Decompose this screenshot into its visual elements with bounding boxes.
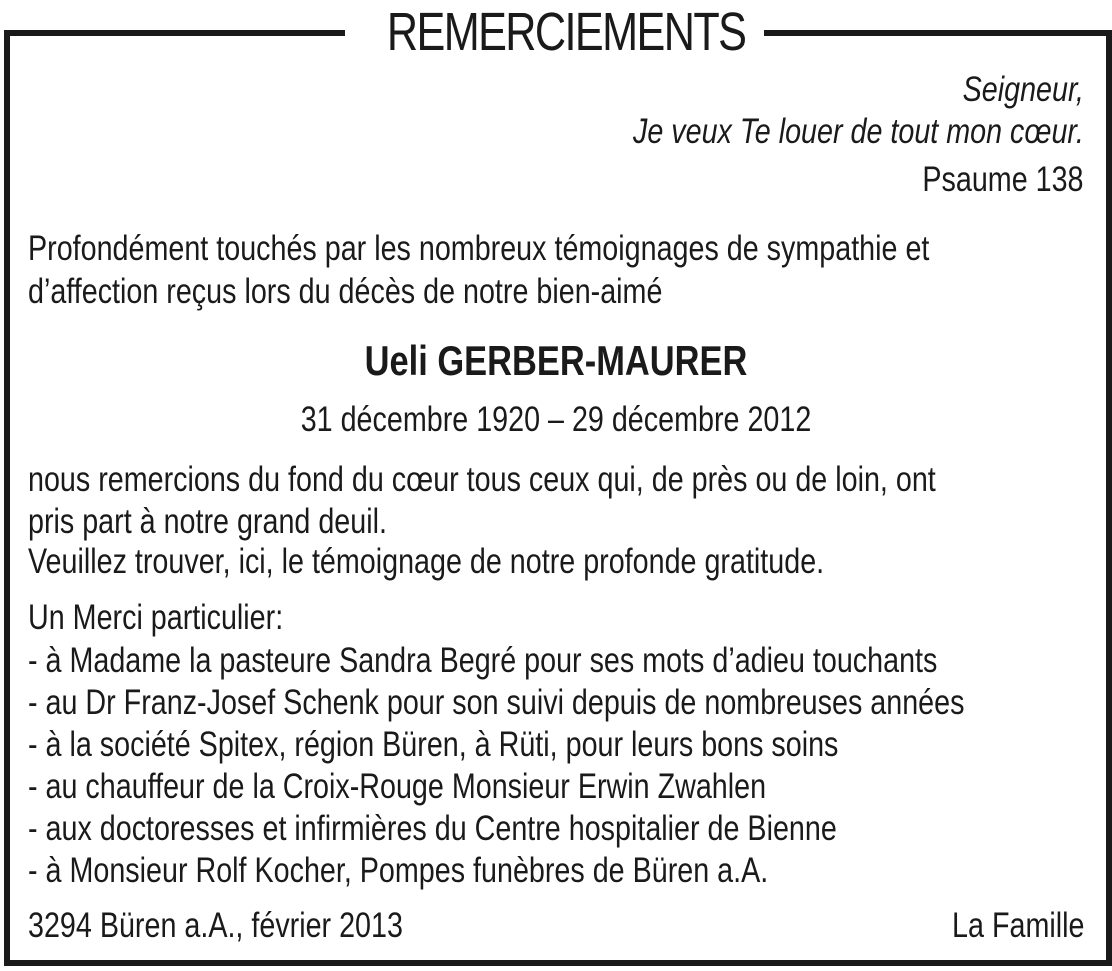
thanks-line-1: nous remercions du fond du cœur tous ceux qui, de près ou de loin, ont: [28, 460, 936, 499]
top-rule-right: [764, 30, 1108, 36]
family-signature: La Famille: [951, 906, 1084, 945]
life-dates: 31 décembre 1920 – 29 décembre 2012: [300, 400, 812, 439]
verse-line-1: Seigneur,: [962, 70, 1084, 109]
special-thanks-item: - à Madame la pasteure Sandra Begré pour ses mots d’adieu touchants: [28, 641, 938, 680]
verse-line-2: Je veux Te louer de tout mon cœur.: [633, 112, 1084, 151]
special-thanks-item: - au Dr Franz-Josef Schenk pour son suivi depuis de nombreuses années: [28, 683, 965, 722]
special-thanks-item: - au chauffeur de la Croix-Rouge Monsieur Erwin Zwahlen: [28, 767, 767, 806]
intro-line-1: Profondément touchés par les nombreux témoignages de sympathie et: [28, 229, 930, 268]
deceased-name: Ueli GERBER-MAURER: [364, 337, 748, 384]
place-and-date: 3294 Büren a.A., février 2013: [28, 906, 403, 945]
special-thanks-item: - à Monsieur Rolf Kocher, Pompes funèbres de Büren a.A.: [28, 851, 769, 890]
thanks-line-2: pris part à notre grand deuil.: [28, 502, 387, 541]
top-rule-left: [4, 30, 345, 36]
special-thanks-item: - aux doctoresses et infirmières du Centre hospitalier de Bienne: [28, 809, 837, 848]
thanks-line-3: Veuillez trouver, ici, le témoignage de notre profonde gratitude.: [28, 542, 825, 581]
notice-heading: REMERCIEMENTS: [386, 2, 746, 62]
verse-reference: Psaume 138: [922, 160, 1084, 199]
special-thanks-item: - à la société Spitex, région Büren, à Rüti, pour leurs bons soins: [28, 725, 839, 764]
intro-line-2: d’affection reçus lors du décès de notre bien-aimé: [28, 272, 663, 311]
special-thanks-heading: Un Merci particulier:: [28, 598, 284, 637]
